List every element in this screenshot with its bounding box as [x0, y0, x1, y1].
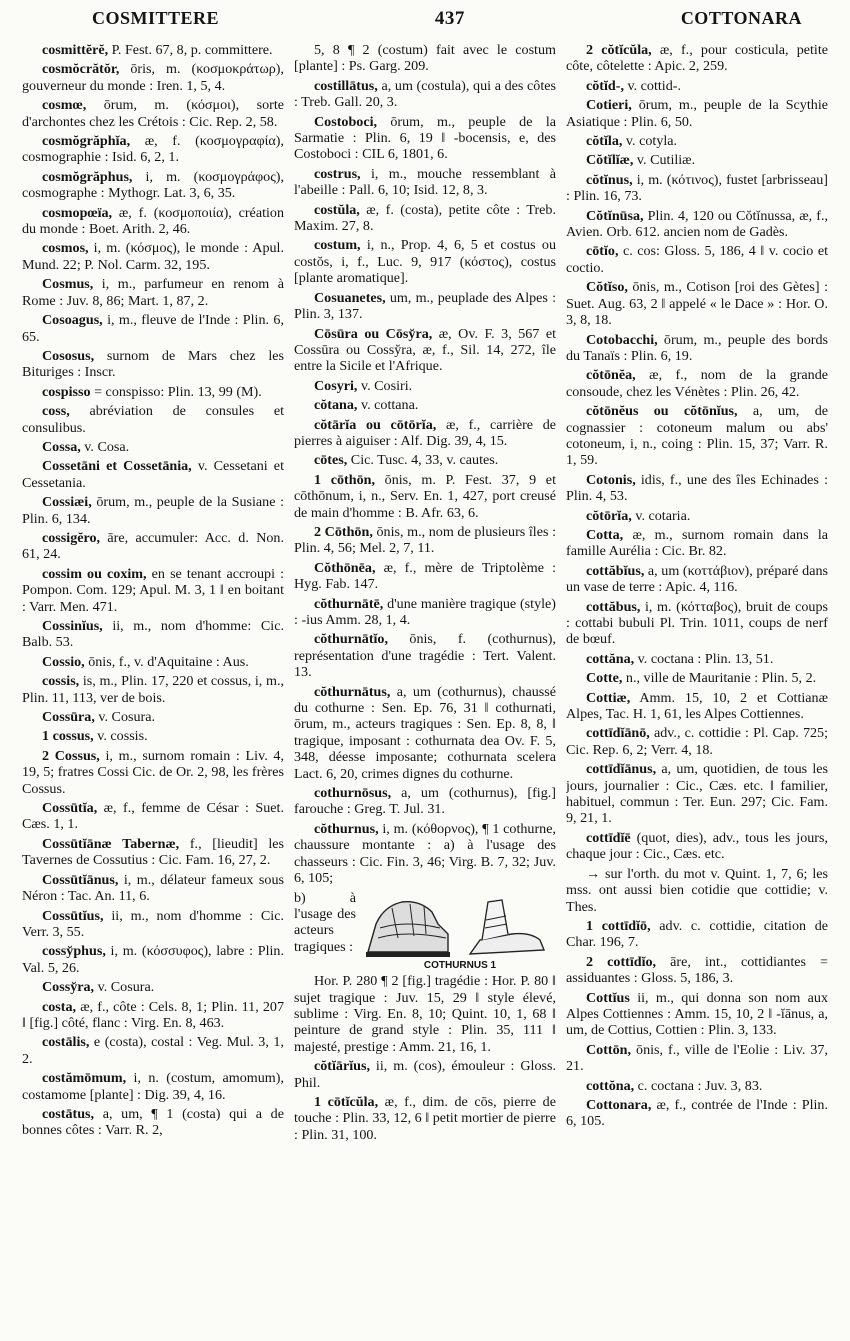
dictionary-entry [294, 560, 556, 593]
dictionary-entry [22, 494, 284, 527]
dictionary-entry [22, 673, 284, 706]
headword: coss, [42, 403, 70, 420]
entry-text: æ, f., contrée de l'Inde : Plin. 6, 105. [566, 1096, 828, 1130]
headword: cŏthurnātĭo, [314, 631, 388, 648]
headword: costa, [42, 998, 77, 1015]
entry-text: æ, f., mère de Triptolème : Hyg. Fab. 147. [294, 559, 556, 593]
dictionary-entry [22, 728, 284, 744]
entry-text: i, m., mouche ressemblant à l'abeille : Pall. 6, 10; Isid. 12, 8, 3. [294, 165, 556, 199]
entry-text: b) à l'usage des acteurs tragiques : [294, 889, 356, 955]
entry-text: ōnis, m. P. Fest. 37, 9 et cōthōnum, i, n., Serv. En. 1, 427, port creusé de main d'homme : B. Afr. 63, 6. [294, 471, 556, 521]
headword: cosmopœïa, [42, 204, 113, 221]
dictionary-entry [294, 326, 556, 375]
dictionary-entry [294, 596, 556, 629]
headword: cŏthurnātus, [314, 683, 391, 700]
headword: cosmittĕrĕ, [42, 42, 109, 58]
headword: Cossūra, [42, 709, 95, 726]
dictionary-entry [294, 1058, 556, 1091]
entry-text: v. cotaria. [631, 507, 691, 524]
entry-text: a, um (costula), qui a des côtes : Treb. Gall. 20, 3. [294, 77, 556, 111]
headword: Cottonara, [586, 1096, 652, 1113]
dictionary-entry [294, 472, 556, 521]
headword: 1 cōtĭcŭla, [314, 1093, 379, 1110]
entry-text: adv. c. cottidie, citation de Char. 196, 7. [566, 917, 828, 951]
dictionary-entry [22, 348, 284, 381]
dictionary-entry [566, 918, 828, 951]
dictionary-entry [566, 42, 828, 75]
cothurnus-figure-row [294, 890, 556, 959]
headword: Cossinĭus, [42, 618, 103, 634]
headword: cosmœ, [42, 97, 87, 114]
entry-text: i, m. (κοσμογράφος), cosmographe : Mythogr. Lat. 3, 6, 35. [22, 168, 284, 202]
entry-text: idis, f., une des îles Echinades : Plin. 4, 53. [566, 471, 828, 505]
dictionary-entry [566, 1097, 828, 1130]
headword: cōtĭo, [586, 243, 619, 260]
header-first-word: COSMITTERE [92, 8, 220, 28]
entry-text: i, m. (κότταβος), bruit de coups : cottabi bubuli Pl. Trin. 1011, coups de nerf de bœuf. [566, 598, 828, 648]
headword: cŏtĭd-, [586, 77, 624, 94]
entry-text: i, n., Prop. 4, 6, 5 et costus ou costŏs, i, f., Luc. 9, 917 (κόστος), costus [plante aromatique]. [294, 237, 556, 287]
dictionary-entry [22, 384, 284, 400]
dictionary-entry [22, 872, 284, 905]
dictionary-entry [566, 527, 828, 560]
entry-text: i, m. (κότινος), fustet [arbrisseau] : Plin. 16, 73. [566, 171, 828, 205]
entry-text: Hor. P. 280 ¶ 2 [fig.] tragédie : Hor. P. 80 ‖ sujet tragique : Juv. 15, 29 ‖ style élevé, sublime : Virg. En. 8, 10; Quint. 10, 1, 68 ‖ peinture de grand style : Plin. 35, 111 ‖ majesté, prestige : Amm. 21, 16, 1. [294, 973, 556, 1055]
headword: Cososus, [42, 347, 95, 364]
entry-text: ōnis, f., v. d'Aquitaine : Aus. [84, 653, 249, 670]
headword: cŏtĭnus, [586, 171, 633, 188]
entry-text: æ, f., côte : Cels. 8, 1; Plin. 11, 207 ‖ [fig.] côté, flanc : Virg. En. 8, 463. [22, 998, 284, 1031]
entry-text: a, um (cothurnus), chaussé du cothurne : Sen. Ep. 76, 31 ‖ cothurnati, ōrum, m., acteurs tragiques : Sen. Ep. 8, 8, ‖ tragique, imposant : cothurnata dea Ov. F. 5, 348, déesse imposante; cothurnata scelera Lact. 6, 20, crimes dignes du cothurne. [294, 683, 556, 782]
entry-text: n., ville de Mauritanie : Plin. 5, 2. [622, 670, 817, 687]
headword: Cosoagus, [42, 312, 103, 329]
headword: Cossūtĭus, [42, 907, 104, 924]
dictionary-entry [22, 403, 284, 436]
dictionary-entry [22, 999, 284, 1032]
entry-text: i, m. (κόσμος), le monde : Apul. Mund. 22; P. Nol. Carm. 32, 195. [22, 240, 284, 273]
dictionary-entry [294, 684, 556, 782]
entry-text: a, um (κοττάβιον), préparé dans un vase de terre : Apic. 4, 116. [566, 562, 828, 596]
dictionary-entry [566, 332, 828, 365]
entry-text: d'une manière tragique (style) : -ius Amm. 28, 1, 4. [294, 595, 556, 628]
entry-text: i, m. (κόθορνος), ¶ 1 cothurne, chaussure montante : a) à l'usage des chasseurs : Cic. Fin. 3, 46; Virg. B. 7, 32; Juv. 6, 105; [294, 820, 556, 887]
dictionary-entry [566, 563, 828, 596]
entry-text: 5, 8 ¶ 2 (costum) fait avec le costum [plante] : Ps. Garg. 209. [294, 42, 556, 75]
headword: Cossūtĭānus, [42, 871, 119, 888]
dictionary-entry [294, 973, 556, 1055]
headword: cothurnōsus, [314, 785, 392, 802]
entry-text: ōris, m. (κοσμοκράτωρ), gouverneur du monde : Iren. 1, 5, 4. [22, 61, 284, 94]
headword: Cosyri, [314, 377, 358, 394]
columns [22, 42, 828, 1332]
headword: Cossūtĭānæ Tabernæ, [42, 835, 180, 852]
headword: Cotta, [586, 526, 624, 543]
headword: cottŏna, [586, 1077, 635, 1094]
headword: Cottōn, [586, 1041, 632, 1058]
headword: cottīdĭē [586, 829, 631, 846]
dictionary-entry [566, 670, 828, 686]
headword: 1 cottīdĭō, [586, 917, 651, 934]
entry-text: i, n. (costum, amomum), costamome [plante] : Dig. 39, 4, 16. [22, 1070, 284, 1103]
dictionary-entry [22, 530, 284, 563]
entry-text: (quot, dies), adv., tous les jours, chaque jour : Cic., Cæs. etc. [566, 829, 828, 863]
entry-text: æ, f., femme de César : Suet. Cæs. 1, 1. [22, 800, 284, 833]
dictionary-entry [566, 954, 828, 987]
dictionary-entry [566, 243, 828, 276]
entry-text: æ, f., pour costicula, petite côte, côtelette : Apic. 2, 259. [566, 42, 828, 75]
entry-text: c. cos: Gloss. 5, 186, 4 ‖ v. cocio et coctio. [566, 243, 828, 276]
entry-text: a, um, quotidien, de tous les jours, journalier : Cic., Cæs. etc. ‖ familier, habituel, commun : Ter. Eun. 297; Cic. Fam. 9, 21, 1. [566, 761, 828, 827]
headword: Cottiæ, [586, 689, 631, 706]
headword: costātus, [42, 1105, 95, 1122]
headword: Cotte, [586, 670, 623, 687]
dictionary-entry [566, 651, 828, 667]
entry-text: surnom de Mars chez les Bituriges : Inscr. [22, 347, 284, 381]
entry-text: v. cotyla. [622, 133, 678, 150]
entry-text: adv., c. cottidie : Pl. Cap. 725; Cic. Rep. 6, 2; Verr. 4, 18. [566, 725, 828, 758]
dictionary-entry [566, 830, 828, 863]
entry-text: æ, f. (costa), petite côte : Treb. Maxim. 27, 8. [294, 201, 556, 235]
entry-text: v. Cosura. [94, 979, 155, 996]
headword: cossis, [42, 673, 80, 690]
entry-text: v. Cosa. [80, 438, 130, 455]
entry-text: ii, m., nom d'homme : Cic. Verr. 3, 55. [22, 907, 284, 940]
entry-text: æ, f. (κοσμοποιία), création du monde : Boet. Arith. 2, 46. [22, 204, 284, 238]
entry-text: a, um, ¶ 1 (costa) qui a de bonnes côtes : Varr. R. 2, [22, 1105, 284, 1139]
entry-text: a, um (cothurnus), [fig.] farouche : Greg. T. Jul. 31. [294, 785, 556, 818]
dictionary-entry [566, 690, 828, 723]
headword: Cōsūra ou Cōsy̆ra, [314, 325, 433, 342]
dictionary-entry [566, 279, 828, 328]
entry-text: P. Fest. 67, 8, p. committere. [108, 42, 273, 58]
entry-text: a, um, de cognassier : cotoneum malum ou abs' cotoneum, i, n., coing : Plin. 15, 37; Varr. R. 1, 59. [566, 403, 828, 469]
dictionary-entry [22, 205, 284, 238]
headword: Cotonis, [586, 471, 636, 488]
entry-text: ii, m., qui donna son nom aux Alpes Cottiennes : Amm. 15, 10, 2 ‖ -ĭānus, a, um, de Cottius, Cottien : Plin. 3, 133. [566, 989, 828, 1039]
entry-text: æ, f. (κοσμογραφία), cosmographie : Isid. 6, 2, 1. [22, 133, 284, 166]
headword: cossy̆phus, [42, 943, 106, 960]
entry-text: ōrum, m., peuple de la Sarmatie : Plin. 6, 19 ‖ -bocensis, e, des Costoboci : CIL 6, 1801, 6. [294, 113, 556, 163]
headword: cosmos, [42, 240, 89, 257]
headword: Cossio, [42, 653, 85, 670]
dictionary-entry [294, 1094, 556, 1143]
entry-text: f., [lieudit] les Tavernes de Cossutius : Cic. Fam. 16, 27, 2. [22, 835, 284, 869]
dictionary-entry [22, 566, 284, 615]
entry-text: Amm. 15, 10, 2 et Cottianæ Alpes, Tac. H. 1, 61, les Alpes Cottiennes. [566, 689, 828, 723]
dictionary-entry [22, 1034, 284, 1067]
headword: costum, [314, 237, 361, 254]
entry-text: = conspisso: Plin. 13, 99 (M). [90, 383, 262, 400]
dictionary-entry [22, 276, 284, 309]
column-middle [294, 42, 556, 1332]
headword: cōtes, [314, 452, 348, 469]
dictionary-entry [294, 524, 556, 557]
dictionary-entry [294, 166, 556, 199]
header-last-word: COTTONARA [680, 8, 802, 28]
dictionary-entry [566, 152, 828, 168]
column-left [22, 42, 284, 1332]
entry-text: um, m., peuplade des Alpes : Plin. 3, 137. [294, 289, 556, 323]
headword: Cossetāni et Cossetānia, [42, 458, 192, 475]
headword: cŏthurnus, [314, 820, 379, 837]
dictionary-entry [22, 42, 284, 58]
entry-text: æ, f., dim. de cōs, pierre de touche : Plin. 33, 12, 6 ‖ petit mortier de pierre : Plin. 31, 100. [294, 1093, 556, 1143]
entry-text: æ, Ov. F. 3, 567 et Cossūra ou Cossy̆ra, æ, f., Sil. 14, 272, île entre la Sicile et l'Afrique. [294, 325, 556, 375]
dictionary-entry [566, 866, 828, 915]
headword: Cŏthōnēa, [314, 559, 376, 576]
dictionary-entry [22, 836, 284, 869]
headword: cŏtĭārĭus, [314, 1058, 370, 1075]
headword: Cossiæi, [42, 494, 92, 511]
headword: cottăbĭus, [586, 562, 645, 579]
dictionary-entry [22, 709, 284, 725]
headword: Cossa, [42, 438, 81, 455]
entry-text: Cic. Tusc. 4, 33, v. cautes. [347, 452, 499, 469]
dictionary-entry [294, 42, 556, 75]
dictionary-entry [22, 748, 284, 797]
entry-text: i, m., délateur fameux sous Néron : Tac. An. 11, 6. [22, 871, 284, 905]
headword: cosmŏcrătŏr, [42, 61, 120, 78]
entry-text: ōrum, m., peuple de la Susiane : Plin. 6, 134. [22, 494, 284, 527]
dictionary-entry [22, 654, 284, 670]
dictionary-entry [294, 378, 556, 394]
entry-text: ōnis, f., ville de l'Eolie : Liv. 37, 21. [566, 1041, 828, 1075]
dictionary-entry [22, 439, 284, 455]
dictionary-entry [294, 785, 556, 818]
headword: 2 Cossus, [42, 747, 100, 764]
dictionary-entry [22, 800, 284, 833]
dictionary-entry [566, 1042, 828, 1075]
dictionary-entry [566, 133, 828, 149]
dictionary-entry [22, 97, 284, 130]
headword: 2 Cōthōn, [314, 523, 373, 540]
headword: cŏtĭla, [586, 133, 623, 150]
headword: 2 cŏtĭcŭla, [586, 42, 652, 58]
entry-text: æ, m., surnom romain dans la famille Aurélia : Cic. Br. 82. [566, 526, 828, 560]
dictionary-entry [566, 990, 828, 1039]
running-header [22, 8, 828, 42]
entry-text: e (costa), costal : Veg. Mul. 3, 1, 2. [22, 1034, 284, 1067]
entry-text: ōnis, m., nom de plusieurs îles : Plin. 4, 56; Mel. 2, 7, 11. [294, 523, 556, 557]
headword: cottăna, [586, 650, 635, 667]
dictionary-entry [566, 172, 828, 205]
dictionary-entry [22, 943, 284, 976]
dictionary-entry [294, 397, 556, 413]
column-right [566, 42, 828, 1332]
dictionary-entry [566, 367, 828, 400]
dictionary-entry [294, 114, 556, 163]
dictionary-entry [294, 452, 556, 468]
headword: costŭla, [314, 201, 360, 218]
dictionary-entry [566, 403, 828, 469]
headword: cŏtārĭa ou cōtōrĭa, [314, 416, 437, 433]
headword: cottīdĭānus, [586, 761, 657, 778]
entry-text: ōrum, m., peuple de la Scythie Asiatique : Plin. 6, 50. [566, 97, 828, 130]
cothurnus-illustration [362, 894, 548, 958]
entry-text: c. coctana : Juv. 3, 83. [634, 1077, 763, 1094]
dictionary-entry [294, 290, 556, 323]
headword: cŏthurnātē, [314, 595, 384, 612]
entry-text: is, m., Plin. 17, 220 et cossus, i, m., Plin. 11, 113, ver de bois. [22, 673, 284, 706]
entry-text: en se tenant accroupi : Pompon. Com. 129; Apul. M. 3, 1 ‖ en boitant : Varr. Men. 471. [22, 565, 284, 615]
entry-text: v. cottid-. [623, 77, 681, 94]
dictionary-entry [566, 97, 828, 130]
dictionary-entry [22, 61, 284, 94]
headword: cŏtōnĕa, [586, 367, 636, 384]
dictionary-entry [566, 761, 828, 827]
headword: cossim ou coxim, [42, 565, 147, 582]
entry-text: v. Cosiri. [357, 377, 413, 394]
headword: 1 cōthōn, [314, 471, 375, 488]
dictionary-entry [22, 312, 284, 345]
dictionary-entry [566, 472, 828, 505]
entry-text: abréviation de consules et consulibus. [22, 403, 284, 436]
entry-text: ii, m., nom d'homme: Cic. Balb. 53. [22, 618, 284, 651]
entry-text: i, m., fleuve de l'Inde : Plin. 6, 65. [22, 312, 284, 345]
dictionary-entry [566, 599, 828, 648]
figure-caption: COTHURNUS 1 [423, 960, 497, 972]
dictionary-entry [22, 133, 284, 166]
page-number: 437 [434, 8, 465, 29]
dictionary-entry [566, 508, 828, 524]
entry-text: ōnis, m., Cotison [roi des Gètes] : Suet. Aug. 63, 2 ‖ appelé « le Dace » : Hor. O. 3, 8, 18. [566, 279, 828, 329]
headword: cottīdĭānō, [586, 725, 650, 742]
headword: cosmŏgrăphus, [42, 168, 133, 185]
entry-text: ōrum, m. (κόσμοι), sorte d'archontes chez les Crétois : Cic. Rep. 2, 58. [22, 97, 284, 130]
dictionary-entry [22, 618, 284, 651]
entry-text: v. Cutiliæ. [633, 152, 696, 169]
headword: Cossūtĭa, [42, 800, 98, 817]
dictionary-entry [22, 1070, 284, 1103]
entry-text: v. cossis. [93, 728, 148, 745]
dictionary-entry [294, 821, 556, 887]
entry-text: ii, m. (cos), émouleur : Gloss. Phil. [294, 1058, 556, 1091]
dictionary-entry [566, 725, 828, 758]
headword: Cŏtĭlĭæ, [586, 152, 634, 169]
entry-text: v. coctana : Plin. 13, 51. [634, 650, 774, 667]
dictionary-entry [566, 208, 828, 241]
entry-text: i, m., parfumeur en renom à Rome : Juv. 8, 86; Mart. 1, 87, 2. [22, 276, 284, 309]
headword: Cosuanetes, [314, 289, 386, 306]
entry-text: āre, int., cottidiantes = assiduantes : Gloss. 5, 186, 3. [566, 953, 828, 987]
entry-text: → sur l'orth. du mot v. Quint. 1, 7, 6; les mss. ont aussi bien cotidie que cottidie; v. Thes. [566, 865, 828, 915]
dictionary-entry [294, 631, 556, 680]
dictionary-entry [566, 78, 828, 94]
headword: Cotobacchi, [586, 331, 658, 348]
headword: cosmŏgrăphĭa, [42, 133, 131, 150]
entry-text: i, m., surnom romain : Liv. 4, 19, 5; fratres Cossi Cic. de Or. 2, 98, les frères Cossus. [22, 747, 284, 797]
headword: cŏtōnĕus ou cŏtōnĭus, [586, 403, 738, 420]
headword: costālis, [42, 1034, 90, 1051]
headword: cossigĕro, [42, 529, 101, 546]
dictionary-entry [294, 890, 356, 956]
dictionary-entry [22, 169, 284, 202]
dictionary-entry [294, 78, 556, 111]
headword: 2 cottīdĭo, [586, 953, 657, 970]
headword: costrus, [314, 165, 361, 182]
dictionary-entry [22, 240, 284, 273]
entry-text: ōnis, f. (cothurnus), représentation d'une tragédie : Tert. Valent. 13. [294, 631, 556, 681]
dictionary-entry [294, 202, 556, 235]
entry-text: v. cottana. [357, 397, 419, 414]
headword: Cossy̆ra, [42, 979, 95, 996]
headword: Cŏtĭnūsa, [586, 207, 644, 224]
entry-text: v. Cessetani et Cessetania. [22, 458, 284, 491]
entry-text: Plin. 4, 120 ou Cŏtĭnussa, æ, f., Avien. Orb. 612. ancien nom de Gadès. [566, 207, 828, 241]
headword: cospisso [42, 383, 91, 400]
headword: cŏtana, [314, 397, 358, 414]
headword: cŏtōrĭa, [586, 507, 632, 524]
entry-text: ōrum, m., peuple des bords du Tanaïs : Plin. 6, 19. [566, 331, 828, 364]
entry-text: æ, f., nom de la grande consoude, chez les Vénètes : Plin. 26, 42. [566, 367, 828, 400]
entry-text: i, m. (κόσσυφος), labre : Plin. Val. 5, 26. [22, 943, 284, 976]
headword: Cotieri, [586, 97, 632, 114]
headword: Cŏtĭso, [586, 279, 628, 296]
headword: costillātus, [314, 77, 378, 94]
dictionary-entry [22, 1106, 284, 1139]
dictionary-entry [22, 458, 284, 491]
headword: cottăbus, [586, 598, 641, 615]
dictionary-entry [22, 908, 284, 941]
entry-text: æ, f., carrière de pierres à aiguiser : Alf. Dig. 39, 4, 15. [294, 416, 556, 449]
headword: 1 cossus, [42, 728, 94, 745]
headword: Cosmus, [42, 276, 94, 293]
entry-text: v. Cosura. [94, 709, 156, 726]
headword: costămōmum, [42, 1070, 127, 1087]
headword: Cottĭus [586, 989, 630, 1006]
dictionary-entry [294, 237, 556, 286]
dictionary-entry [566, 1078, 828, 1094]
dictionary-entry [22, 979, 284, 995]
headword: Costoboci, [314, 113, 378, 130]
entry-text: āre, accumuler: Acc. d. Non. 61, 24. [22, 529, 284, 563]
dictionary-entry [294, 417, 556, 450]
